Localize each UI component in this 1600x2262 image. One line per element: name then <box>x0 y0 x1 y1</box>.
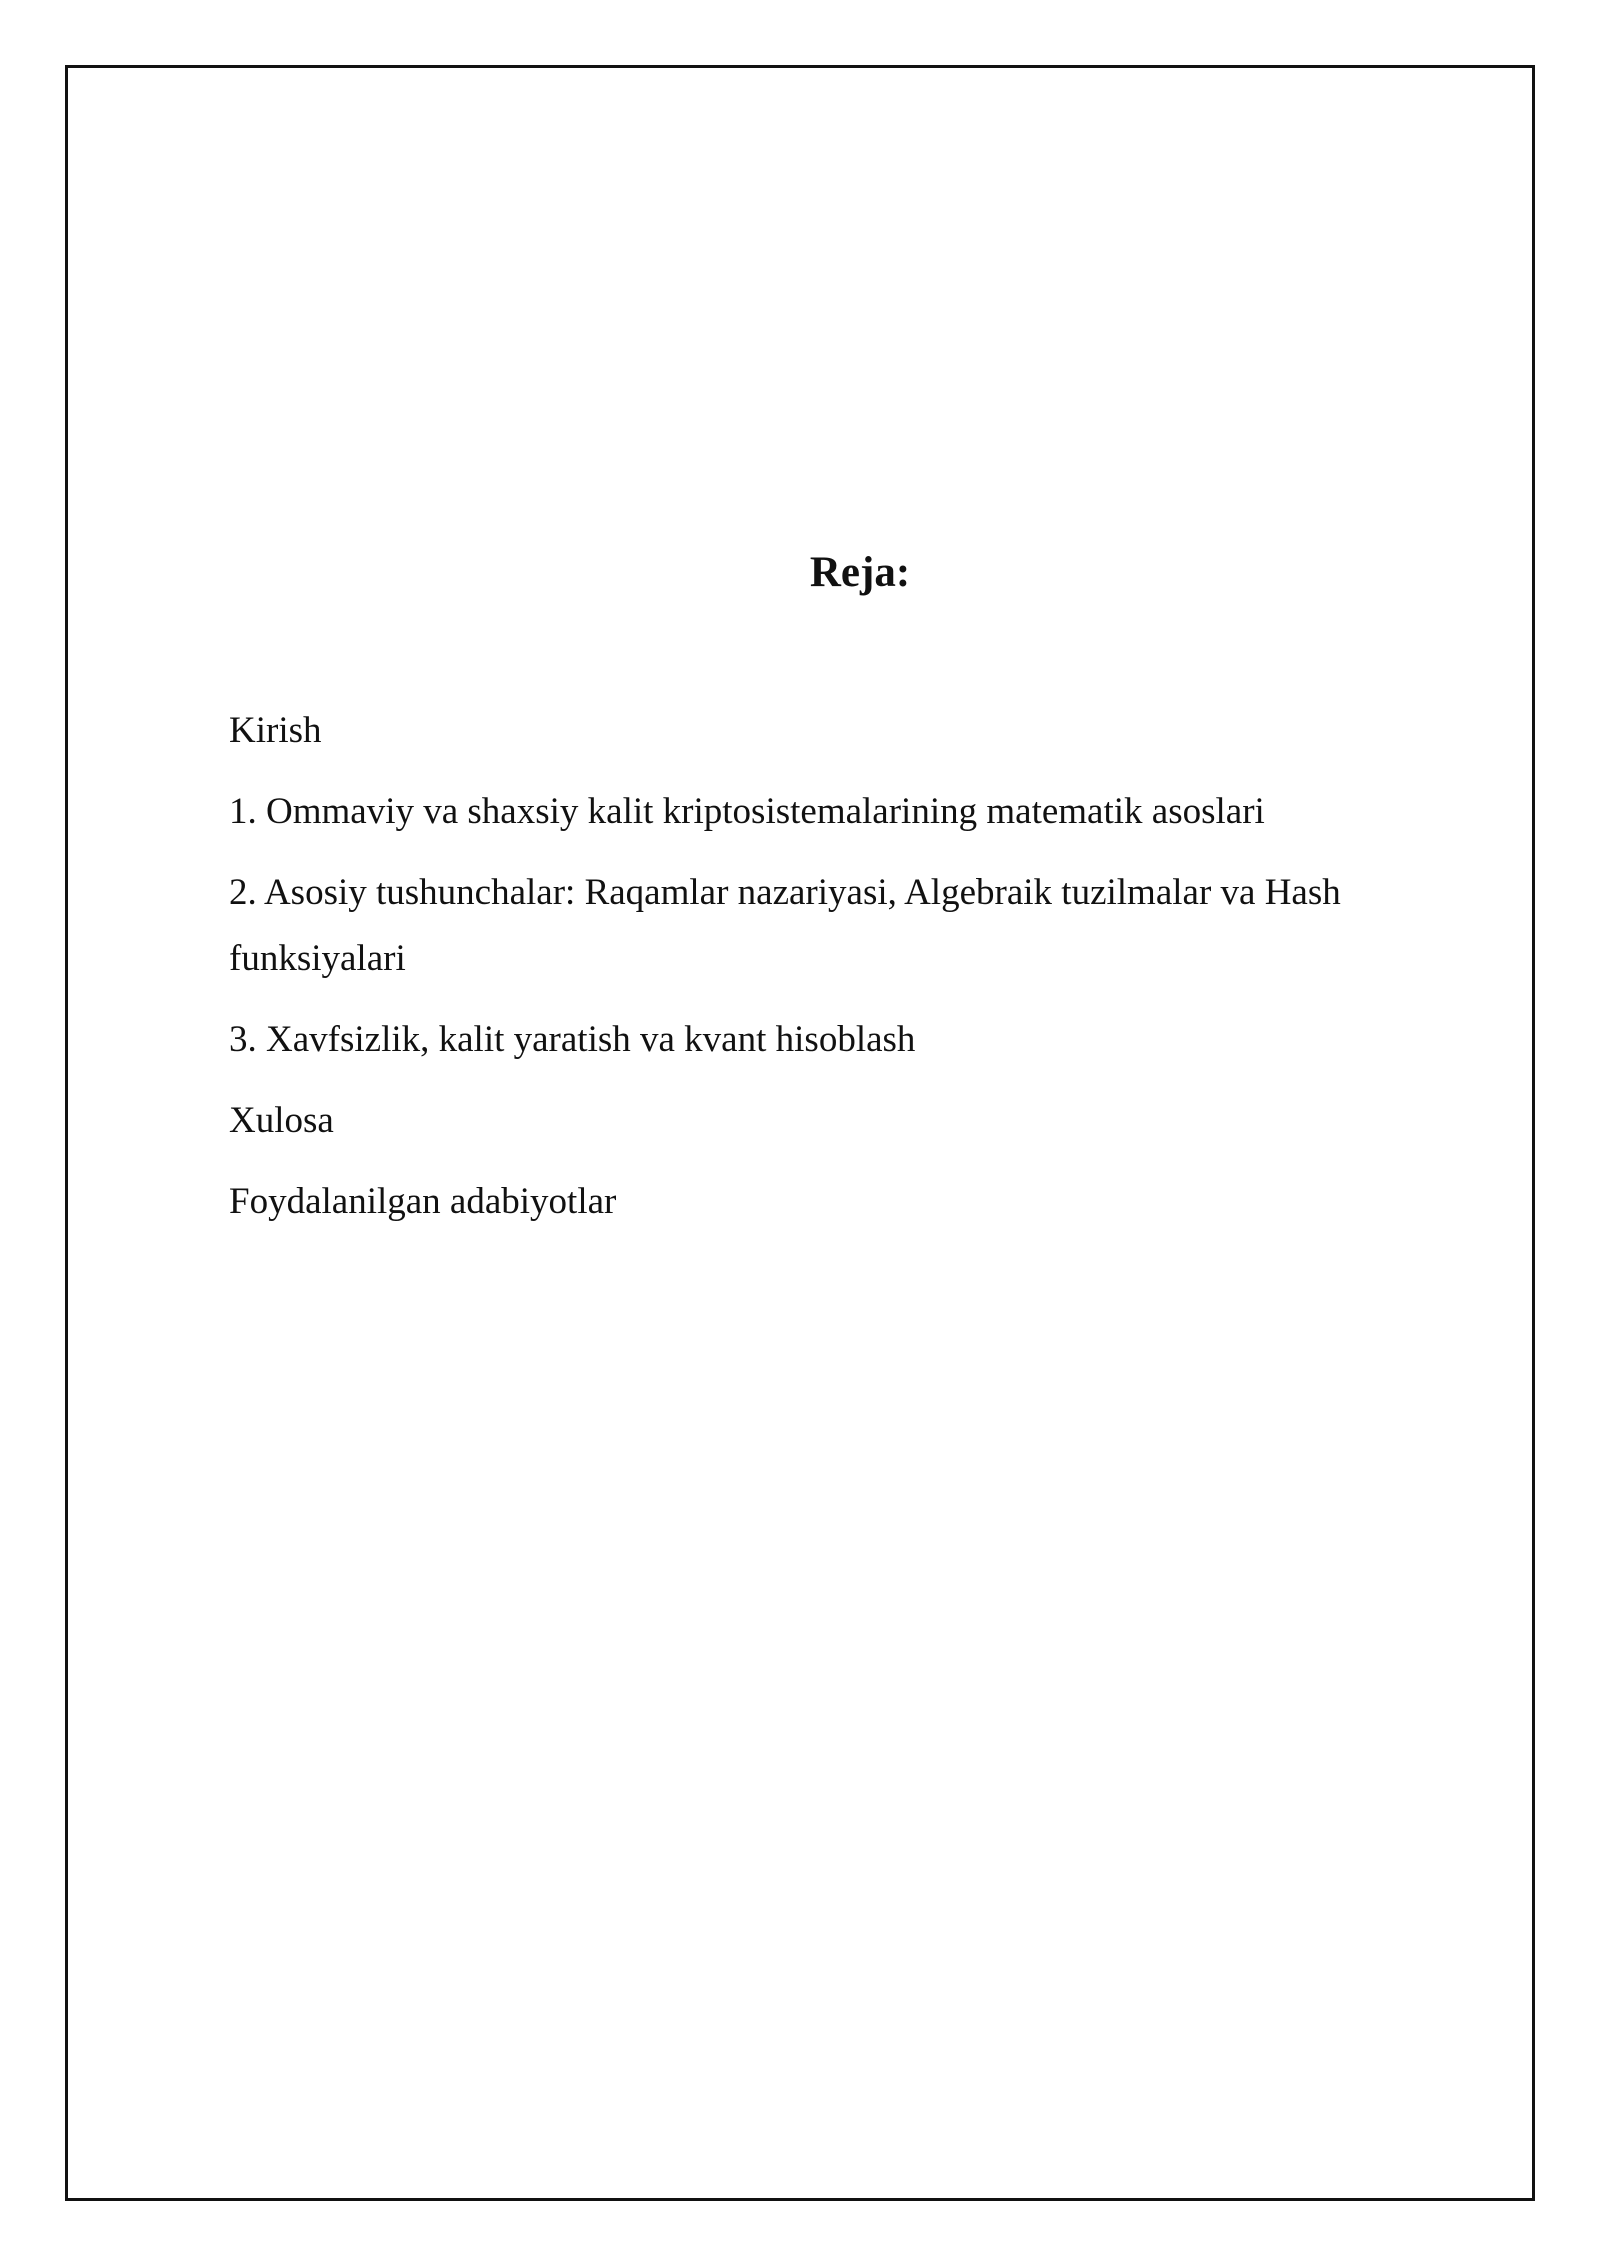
toc-item-references: Foydalanilgan adabiyotlar <box>229 1181 617 1222</box>
toc-item-section-1: 1. Ommaviy va shaxsiy kalit kriptosistemalarining matematik asoslari <box>229 791 1265 832</box>
toc-item-section-3: 3. Xavfsizlik, kalit yaratish va kvant hisoblash <box>229 1019 916 1060</box>
toc-item-section-2: 2. Asosiy tushunchalar: Raqamlar nazariyasi, Algebraik tuzilmalar va Hash funksiyalari <box>229 872 1341 979</box>
toc-item-introduction: Kirish <box>229 710 322 751</box>
toc-item-conclusion: Xulosa <box>229 1100 334 1141</box>
page-title: Reja: <box>809 549 911 596</box>
table-of-contents <box>229 698 1389 1250</box>
